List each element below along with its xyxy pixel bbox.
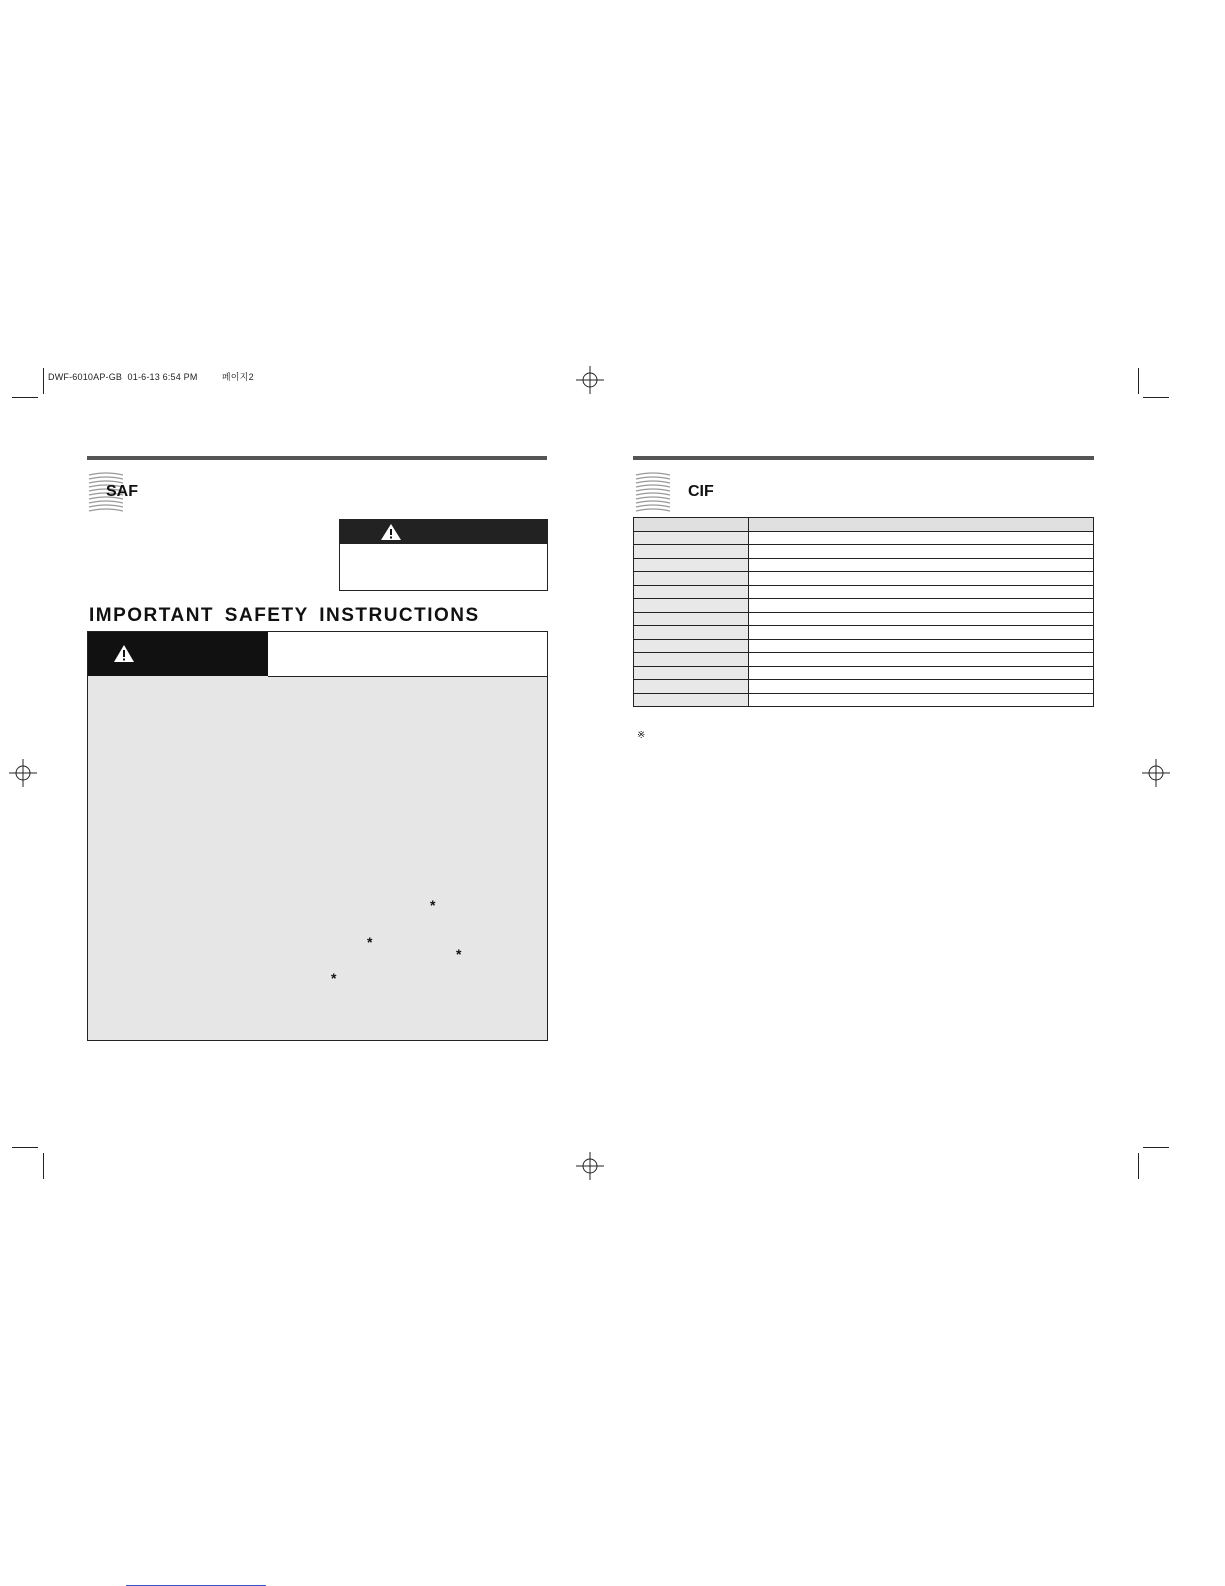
crop-mark — [1138, 368, 1139, 394]
registration-mark-icon — [1142, 759, 1170, 787]
table-cell-label — [634, 666, 749, 680]
warning-triangle-icon — [380, 523, 402, 541]
table-cell-value — [749, 639, 1094, 653]
asterisk-mark: * — [456, 946, 462, 962]
crop-mark — [43, 1153, 44, 1179]
crop-mark — [1138, 1153, 1139, 1179]
table-row — [634, 639, 1094, 653]
table-cell-label — [634, 680, 749, 694]
table-cell-value — [749, 680, 1094, 694]
table-row — [634, 693, 1094, 707]
table-cell-label — [634, 693, 749, 707]
crop-mark — [12, 1147, 38, 1148]
table-cell-label — [634, 626, 749, 640]
asterisk-mark: * — [430, 897, 436, 913]
asterisk-mark: * — [331, 970, 337, 986]
table-cell-value — [749, 666, 1094, 680]
section-title-saf: SAF — [106, 483, 138, 500]
table-row — [634, 599, 1094, 613]
table-row — [634, 585, 1094, 599]
table-cell-label — [634, 545, 749, 559]
table-row — [634, 666, 1094, 680]
table-cell-label — [634, 572, 749, 586]
registration-mark-icon — [576, 1152, 604, 1180]
table-cell-label — [634, 585, 749, 599]
slug-file: DWF-6010AP-GB — [48, 372, 123, 382]
print-slug — [48, 370, 254, 383]
top-rule — [87, 456, 547, 460]
slug-page: 페이지2 — [221, 372, 254, 382]
asterisk-mark: * — [367, 934, 373, 950]
table-cell-value — [749, 572, 1094, 586]
table-row — [634, 626, 1094, 640]
table-row — [634, 531, 1094, 545]
note-symbol: ※ — [637, 730, 646, 741]
table-cell-label — [634, 612, 749, 626]
warning-header — [88, 632, 268, 676]
table-cell-label — [634, 518, 749, 532]
table-cell-label — [634, 653, 749, 667]
table-cell-value — [749, 653, 1094, 667]
table-cell-label — [634, 639, 749, 653]
table-cell-value — [749, 585, 1094, 599]
spec-table — [633, 517, 1094, 707]
warning-triangle-icon — [113, 644, 135, 663]
top-rule — [633, 456, 1094, 460]
table-cell-label — [634, 558, 749, 572]
table-cell-value — [749, 626, 1094, 640]
table-row — [634, 680, 1094, 694]
caution-box — [339, 519, 548, 591]
crop-mark — [1143, 397, 1169, 398]
table-cell-value — [749, 599, 1094, 613]
table-cell-label — [634, 531, 749, 545]
table-cell-label — [634, 599, 749, 613]
registration-mark-icon — [9, 759, 37, 787]
table-row — [634, 518, 1094, 532]
table-cell-value — [749, 531, 1094, 545]
table-cell-value — [749, 612, 1094, 626]
warning-header-text-area — [268, 632, 547, 677]
table-row — [634, 558, 1094, 572]
warning-box — [87, 631, 548, 1041]
crop-mark — [1143, 1147, 1169, 1148]
crop-mark — [12, 397, 38, 398]
table-cell-value — [749, 558, 1094, 572]
table-row — [634, 653, 1094, 667]
striped-section-icon — [634, 471, 672, 513]
registration-mark-icon — [576, 366, 604, 394]
slug-time: 6:54 PM — [162, 372, 198, 382]
table-row — [634, 572, 1094, 586]
caution-header — [340, 520, 547, 544]
crop-mark — [43, 368, 44, 394]
table-cell-value — [749, 518, 1094, 532]
table-cell-value — [749, 545, 1094, 559]
section-title-cif: CIF — [688, 483, 714, 500]
table-row — [634, 545, 1094, 559]
table-row — [634, 612, 1094, 626]
page-heading: IMPORTANT SAFETY INSTRUCTIONS — [89, 605, 480, 626]
table-cell-value — [749, 693, 1094, 707]
slug-date: 01-6-13 — [127, 372, 160, 382]
